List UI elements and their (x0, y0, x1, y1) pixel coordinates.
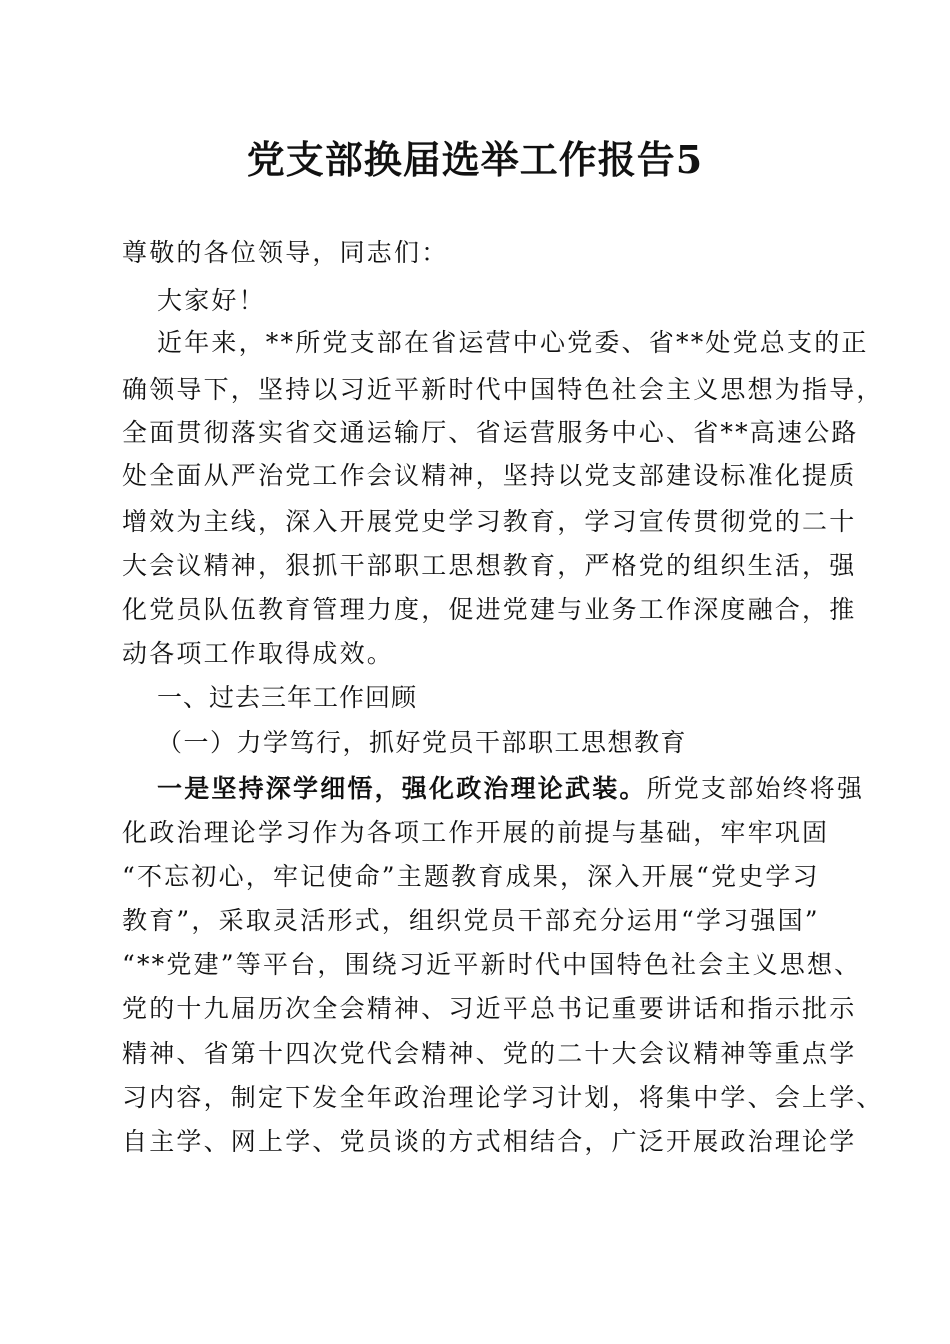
paragraph-line: 处全面从严治党工作会议精神，坚持以党支部建设标准化提质 (122, 461, 857, 490)
paragraph-lead: 一是坚持深学细悟，强化政治理论武装。 (157, 774, 647, 803)
paragraph-line: “**党建”等平台，围绕习近平新时代中国特色社会主义思想、 (122, 950, 862, 979)
paragraph-line: 确领导下，坚持以习近平新时代中国特色社会主义思想为指导， (122, 375, 884, 404)
paragraph-line: 化党员队伍教育管理力度，促进党建与业务工作深度融合，推 (122, 595, 857, 624)
paragraph-line: 近年来，**所党支部在省运营中心党委、省**处党总支的正 (157, 328, 869, 357)
greeting: 大家好！ (157, 286, 266, 315)
paragraph-line: 自主学、网上学、党员谈的方式相结合，广泛开展政治理论学 (122, 1127, 857, 1156)
paragraph-line (157, 769, 877, 809)
paragraph-line: 全面贯彻落实省交通运输厅、省运营服务中心、省**高速公路 (122, 418, 859, 447)
section-heading: 一、过去三年工作回顾 (157, 683, 418, 712)
paragraph-line: 党的十九届历次全会精神、习近平总书记重要讲话和指示批示 (122, 994, 857, 1023)
paragraph-text: 所党支部始终将强 (646, 774, 865, 803)
paragraph-line: 大会议精神，狠抓干部职工思想教育，严格党的组织生活，强 (122, 551, 857, 580)
paragraph-line: 习内容，制定下发全年政治理论学习计划，将集中学、会上学、 (122, 1083, 884, 1112)
paragraph-line: 动各项工作取得成效。 (122, 639, 395, 668)
paragraph-line: 化政治理论学习作为各项工作开展的前提与基础，牢牢巩固 (122, 818, 830, 847)
paragraph-line: 教育”，采取灵活形式，组织党员干部充分运用“学习强国” (122, 906, 820, 935)
paragraph-line: 增效为主线，深入开展党史学习教育，学习宣传贯彻党的二十 (122, 507, 857, 536)
salutation: 尊敬的各位领导，同志们： (122, 238, 449, 267)
document-title: 党支部换届选举工作报告5 (246, 137, 704, 182)
paragraph-line: “不忘初心，牢记使命”主题教育成果，深入开展“党史学习 (122, 862, 820, 891)
subsection-heading: （一）力学笃行，抓好党员干部职工思想教育 (157, 728, 688, 757)
paragraph-line: 精神、省第十四次党代会精神、党的二十大会议精神等重点学 (122, 1039, 857, 1068)
